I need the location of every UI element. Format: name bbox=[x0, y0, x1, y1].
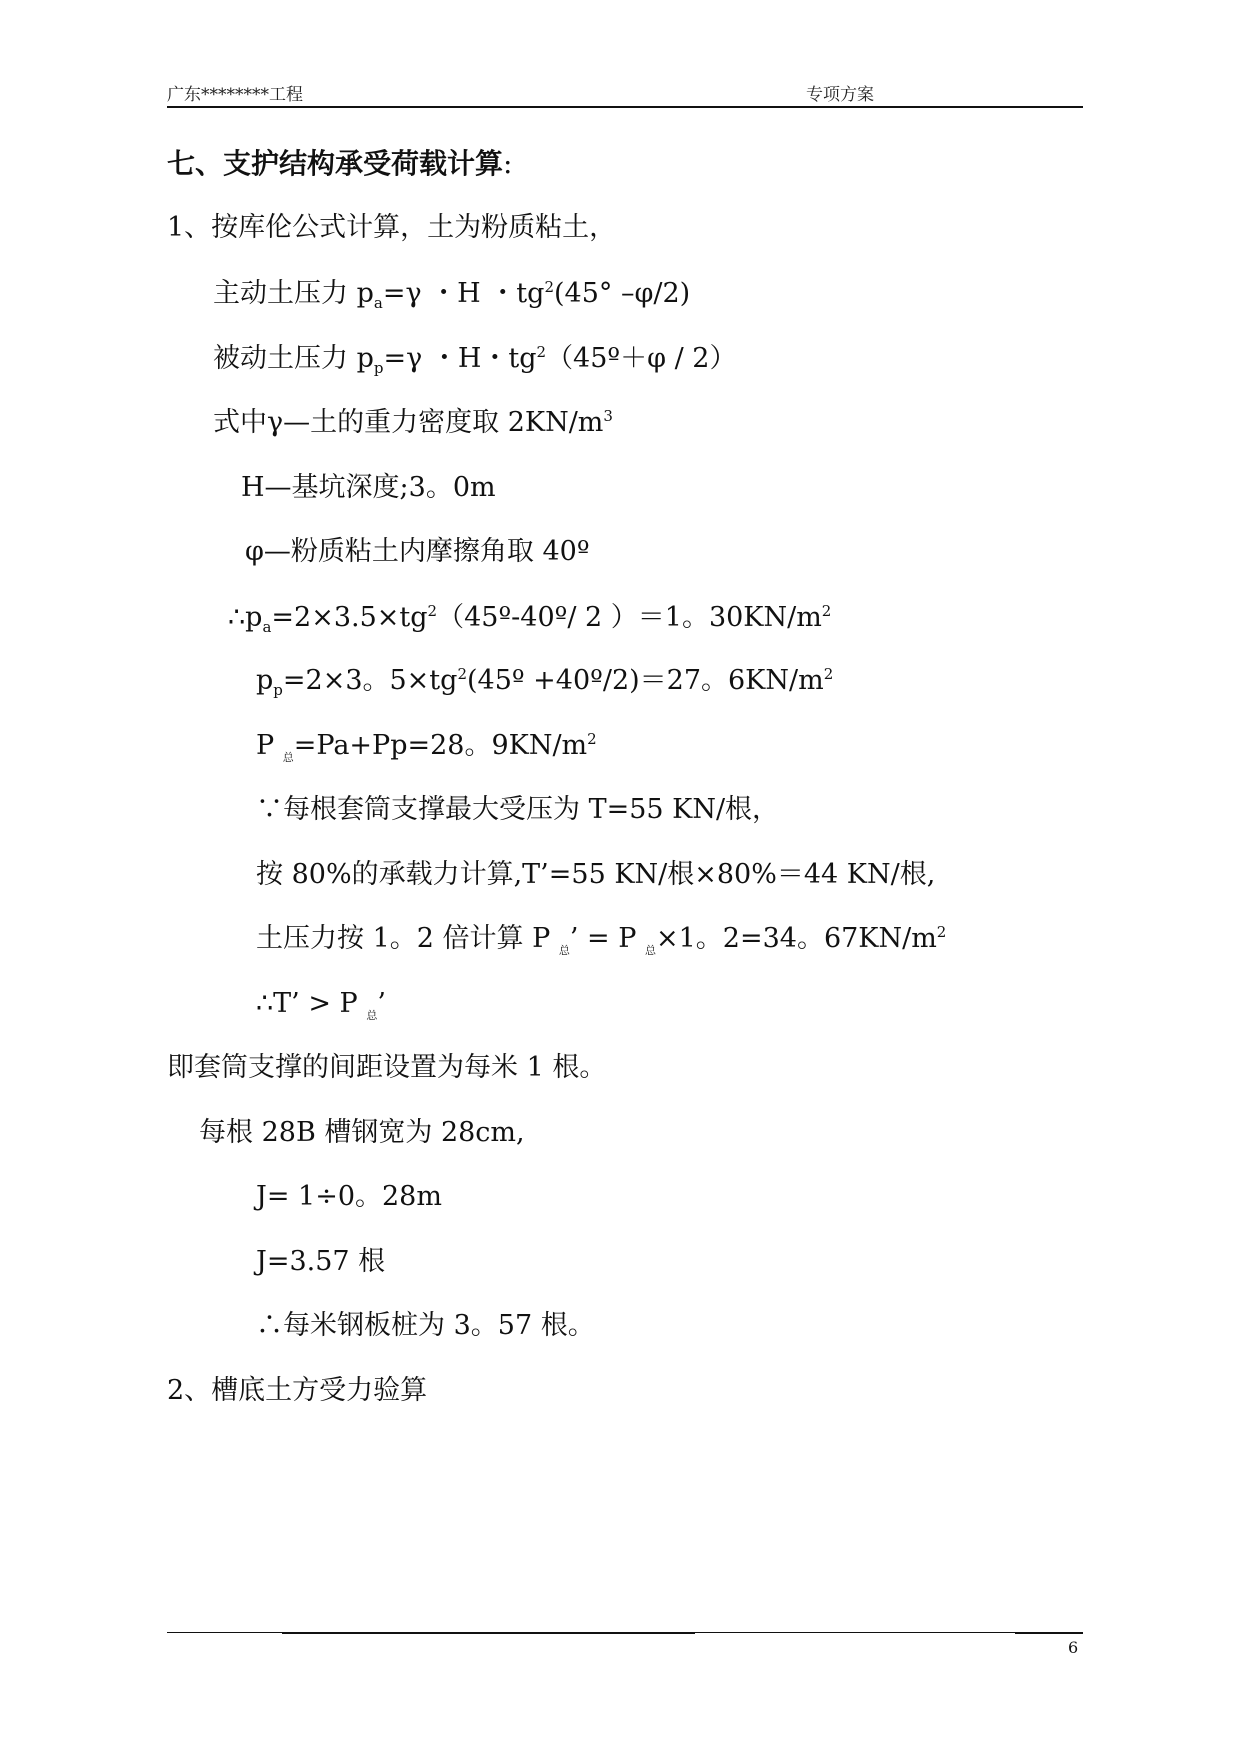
note-channel-width: 每根 28B 槽钢宽为 28cm, bbox=[199, 1117, 525, 1148]
calc-factored-pressure: 土压力按 1。2 倍计算 P $_总$’ = P $_总$×1。2=34。$67KN/m^2$ bbox=[256, 923, 947, 957]
paragraph-coulomb-intro: 1、按库伦公式计算，土为粉质粘土， bbox=[167, 212, 617, 243]
page-number: 6 bbox=[1068, 1638, 1079, 1657]
note-max-compression: ∵每根套筒支撑最大受压为 T=55 KN/根， bbox=[256, 794, 780, 825]
formula-passive-pressure: 被动土压力 $p_p=\gamma$ ・H・$tg^2(45º+\varphi / 2)$ bbox=[213, 343, 737, 377]
footer-rule-middle bbox=[282, 1632, 695, 1634]
header-divider bbox=[167, 106, 1083, 108]
subsection-trench-bottom: 2、槽底土方受力验算 bbox=[167, 1375, 428, 1406]
formula-active-pressure: 主动土压力 $p_a=\gamma$ ・H ・$tg^2(45^\circ$ –φ/2) bbox=[213, 278, 691, 312]
section-heading bbox=[167, 147, 512, 181]
section-title: 七、支护结构承受荷载计算 bbox=[167, 147, 504, 180]
calc-passive-pressure: $p_p=2\times 3$。$5\times tg^2(45º$ +40º/2)＝27。$6KN/m^2$ bbox=[256, 665, 834, 699]
conclusion-sheet-piles: ∴每米钢板桩为 3。57 根。 bbox=[256, 1310, 595, 1341]
calc-active-pressure: $\therefore p_a=2\times 3.5\times tg^2(45º-40º/$ 2 ）＝1。$30KN/m^2$ bbox=[228, 602, 832, 636]
calc-total-pressure: P $_总$=Pa+Pp=28。$9KN/m^2$ bbox=[256, 730, 597, 764]
conclusion-comparison: ∴T’ > P $_总$’ bbox=[256, 988, 386, 1022]
section-title-colon: : bbox=[503, 147, 513, 180]
calc-count-formula: J= 1÷0。28m bbox=[256, 1181, 442, 1212]
definition-friction-angle: φ—粉质粘土内摩擦角取 40º bbox=[245, 536, 590, 567]
footer-rule-left bbox=[167, 1632, 282, 1633]
header-document-type: 专项方案 bbox=[806, 85, 874, 105]
footer-rule-right bbox=[1015, 1632, 1083, 1634]
conclusion-spacing: 即套筒支撑的间距设置为每米 1 根。 bbox=[167, 1052, 607, 1083]
header-project-name: 广东********工程 bbox=[167, 85, 303, 105]
footer-rule-gap bbox=[695, 1632, 1015, 1633]
definition-depth: H—基坑深度;3。0m bbox=[241, 472, 496, 503]
calc-count-result: J=3.57 根 bbox=[256, 1246, 386, 1277]
definition-gamma: 式中γ—土的重力密度取 $2KN/m^3$ bbox=[213, 407, 613, 438]
note-bearing-capacity: 按 80%的承载力计算,T’=55 KN/根×80%＝44 KN/根, bbox=[256, 859, 936, 890]
